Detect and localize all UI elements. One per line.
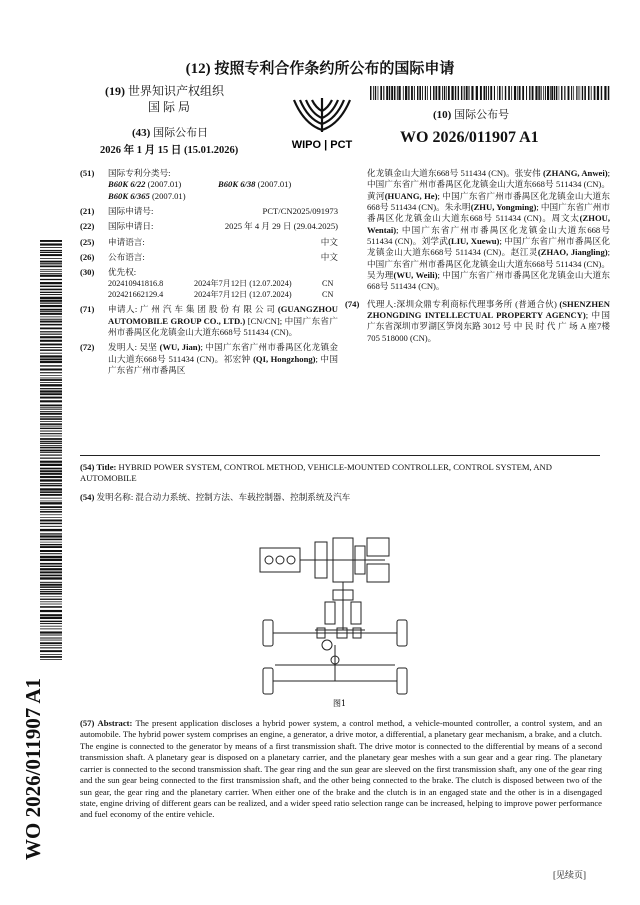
priority-row: 202410941816.8 2024年7月12日 (12.07.2024) CN [108,278,334,288]
wipo-logo [272,96,372,154]
ipc-2: B60K 6/38 [218,179,256,190]
filing-date: 2025 年 4 月 29 日 (29.04.2025) [224,221,338,232]
application-number: PCT/CN2025/091973 [262,206,338,217]
field-72: (72) 发明人: 吴坚 (WU, Jian); 中国广东省广州市番禺区化龙镇金山大道东668号 511434 (CN)。祁宏钟 (QI, Hongzhong); 中国广东省广州市番禺区 [80,342,338,376]
ipc-1: B60K 6/22 [108,179,146,190]
inventors-continued: 化龙镇金山大道东668号 511434 (CN)。张安伟 (ZHANG, Anwei); 中国广东省广州市番禺区化龙镇金山大道东668号 511434 (CN)。黄河(HUANG, He); 中国广东省广州市番禺区化龙镇金山大道东668号 511434 (CN)。朱永明(ZHU, Yongming); 中国广东省广州市番禺区化龙镇金山大道东668号 511434 (CN)。周文太(ZHOU, Wentai); 中国广东省广州市番禺区化龙镇金山大道东668号 511434 (CN)。刘学武(LIU, Xuewu); 中国广东省广州市番禺区化龙镇金山大道东668号 511434 (CN)。赵江灵(ZHAO, Jiangling); 中国广东省广州市番禺区化龙镇金山大道东668号 511434 (CN)。吴为理(WU, Weili); 中国广东省广州市番禺区化龙镇金山大道东668号 511434 (CN)。 [367,168,610,292]
top-barcode [370,86,610,100]
differential-gear [322,640,332,650]
section-divider [80,455,600,456]
pubdate-code: (43) [132,127,151,139]
abstract: (57) Abstract: The present application discloses a hybrid power system, a control method, a vehicle-mounted controller, a control system, and an automobile. The hybrid power system comprises an engine, a generator, a drive motor, a differential, a planetary gear mechanism, a brake, and a clutch. The engine is connected to the generator by means of a first transmission shaft. The drive motor is connected to the differential by means of a second transmission shaft. A planetary gear is disposed on a planetary carrier, and the planetary gear meshes with a sun gear and a gear ring. The planetary carrier is connected to the second transmission shaft. The gear ring and the sun gear are sleeved on the first transmission shaft, any one of the gear ring and the sun gear being connected to the first transmission shaft, and the other being connected to the brake. The clutch is disposed between two of the sun gear, the gear ring and the planetary carrier. When either one of the brake and the clutch is in an engaged state and the other is in a disengaged state, engine driving of different gears can be realized, and a wider speed ratio selection range can be increased, helping to improve power performance and fuel economy of the entire vehicle. [80,718,602,820]
publication-number: WO 2026/011907 A1 [400,128,539,146]
org-code: (19) [105,84,125,98]
title-english: (54) Title: HYBRID POWER SYSTEM, CONTROL METHOD, VEHICLE-MOUNTED CONTROLLER, CONTROL SYSTEM, AND AUTOMOBILE [80,462,552,484]
biblio-right-column [345,168,610,348]
field-71: (71) 申请人: 广 州 汽 车 集 团 股 份 有 限 公 司 (GUANGZHOU AUTOMOBILE GROUP CO., LTD.) [CN/CN]; 中国广东省广州市番禺区化龙镇金山大道东668号 511434 (CN)。 [80,304,338,338]
org-sub: 国 际 局 [148,99,191,114]
continued-note: [见续页] [553,870,586,880]
field-22: (22) 国际申请日: 2025 年 4 月 29 日 (29.04.2025) [80,221,338,232]
publication-date: 2026 年 1 月 15 日 (15.01.2026) [100,144,239,156]
wheel-front-right [397,620,407,646]
wheel-rear-left [263,668,273,694]
document-kind-title: (12) 按照专利合作条约所公布的国际申请 [185,61,455,77]
ipc-label: 国际专利分类号: [108,168,171,178]
wheel-front-left [263,620,273,646]
publication-number-block [400,108,620,148]
title-chinese: (54) 发明名称: 混合动力系统、控制方法、车载控制器、控制系统及汽车 [80,492,351,502]
priority-row: 202421662129.4 2024年7月12日 (12.07.2024) CN [108,289,334,299]
pubdate-label: 国际公布日 [153,127,209,139]
field-74: (74) 代理人:深圳众鼎专利商标代理事务所 (普通合伙) (SHENZHEN ZHONGDING INTELLECTUAL PROPERTY AGENCY); 中国广东省深圳市罗湖区笋岗东路 3012 号 中 民 时 代 广 场 A 座7楼705 518000 (CN)。 [345,298,610,343]
wipo-logo-text: WIPO | PCT [291,139,353,151]
pubno-label: 国际公布号 [454,109,510,121]
wheel-rear-right [397,668,407,694]
field-26: (26) 公布语言: 中文 [80,252,338,263]
patent-figure [255,520,415,710]
field-25: (25) 申请语言: 中文 [80,236,338,247]
field-21: (21) 国际申请号: PCT/CN2025/091973 [80,206,338,217]
organization-block [105,84,265,116]
org-name: 世界知识产权组织 [128,84,225,98]
biblio-left-column [80,168,338,380]
ipc-3: B60K 6/365 [108,190,150,201]
side-publication-number: WO 2026/011907 A1 [21,677,45,860]
pubno-code: (10) [433,109,452,121]
engine-block [260,548,300,572]
field-30: (30) 优先权: 202410941816.8 2024年7月12日 (12.07.2024) CN 202421662129.4 2024年7月12日 (12.07.2024) CN [80,267,338,300]
field-51: (51) 国际专利分类号: B60K 6/22 (2007.01) B60K 6/38 (2007.01) B60K 6/365 (2007.01) [80,168,338,202]
publication-date-block [100,126,270,157]
figure-caption: 图1 [333,699,347,708]
